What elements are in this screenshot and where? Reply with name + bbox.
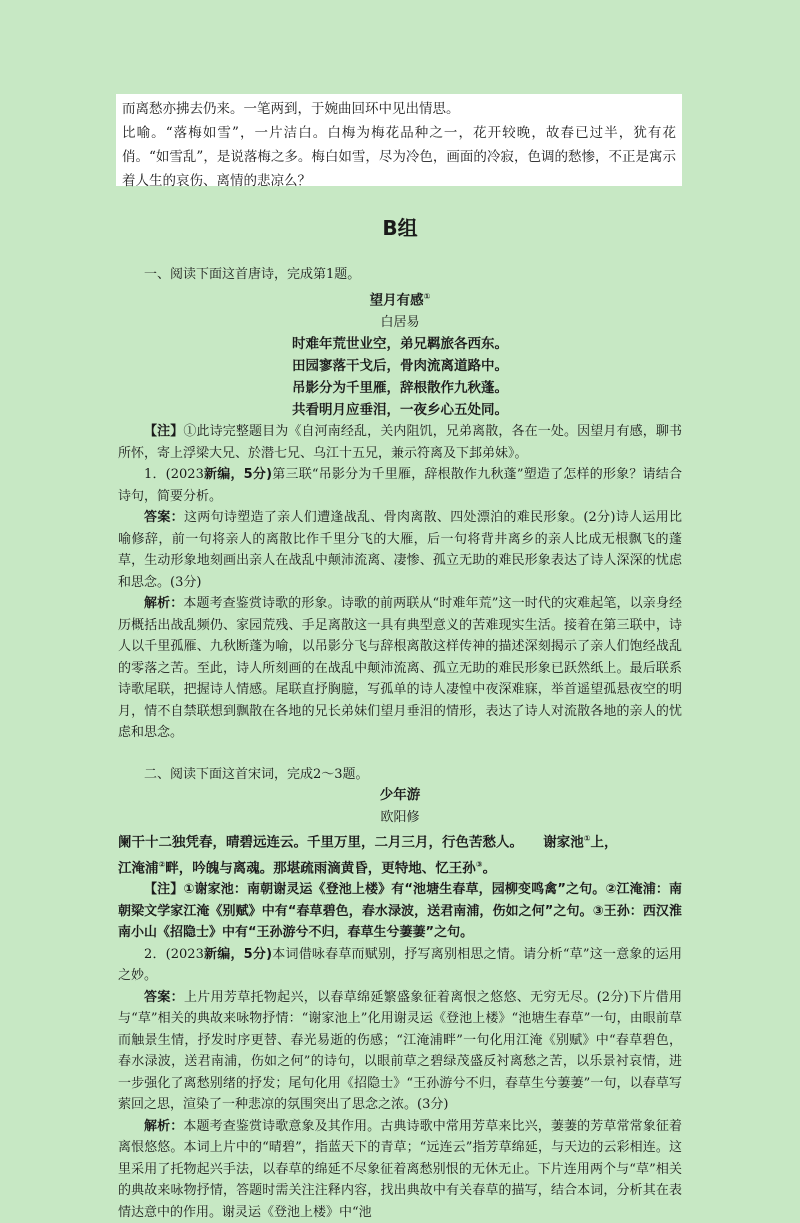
question-2: [118, 944, 682, 987]
answer-label: 答案：: [144, 990, 184, 1005]
answer-label: 答案：: [144, 510, 184, 525]
poem2-line: [118, 828, 682, 854]
main-content: [118, 264, 682, 1223]
question-number: 1．(2023: [144, 467, 204, 482]
snippet-line: 而离愁亦拂去仍来。一笔两到，于婉曲回环中见出情思。: [122, 97, 676, 121]
question-1: [118, 464, 682, 507]
poem2-note-ref: ③: [476, 860, 483, 869]
poem1-title-text: 望月有感: [370, 292, 424, 308]
section1-heading: 一、阅读下面这首唐诗，完成第1题。: [118, 264, 682, 286]
analysis-1: [118, 593, 682, 744]
poem2-line-text: 江淹浦: [118, 860, 159, 876]
poem2-note-ref: ①: [584, 834, 591, 843]
poem2-author: 欧阳修: [118, 807, 682, 829]
poem1-line: 时难年荒世业空，弟兄羁旅各西东。: [118, 333, 682, 355]
poem1-title: [118, 286, 682, 312]
snippet-paragraph: 比喻。“落梅如雪”，一片洁白。白梅为梅花品种之一，花开较晚，故春已过半，犹有花俏。“如雪乱”，是说落梅之多。梅白如雪，尽为冷色，画面的冷寂，色调的愁惨，不正是寓示着人生的哀伤、离情的悲凉么？: [122, 121, 676, 193]
note-label: 【注】: [144, 424, 183, 439]
poem2-line-text: 阑干十二独凭春，晴碧远连云。千里万里，二月三月，行色苦愁人。 谢家池: [118, 835, 584, 851]
poem2-note-ref: ②: [159, 860, 166, 869]
analysis-label: 解析：: [144, 1119, 183, 1134]
analysis-text: 本题考查鉴赏诗歌的形象。诗歌的前两联从“时难年荒”这一时代的灾难起笔，以亲身经历概括出战乱频仍、家园荒残、手足离散这一具有典型意义的苦难现实生活。接着在第三联中，诗人以千里孤雁、九秋断蓬为喻，以吊影分飞与辞根离散这样传神的描述深刻揭示了亲人们饱经战乱的零落之苦。至此，诗人所刻画的在战乱中颠沛流离、孤立无助的难民形象已跃然纸上。最后联系诗歌尾联，把握诗人情感。尾联直抒胸臆，写孤单的诗人凄惶中夜深难寐，举首遥望孤悬夜空的明月，情不自禁联想到飘散在各地的兄长弟妹们望月垂泪的情形，表达了诗人对流散各地的亲人的忧虑和思念。: [118, 596, 682, 740]
poem2-line-text: 上，: [591, 835, 618, 851]
note-label: 【注】: [144, 882, 183, 897]
note-text: ①此诗完整题目为《自河南经乱，关内阻饥，兄弟离散，各在一处。因望月有感，聊书所怀，寄上浮梁大兄、於潜七兄、乌江十五兄，兼示符离及下邽弟妹》。: [118, 424, 682, 461]
section2-heading: 二、阅读下面这首宋词，完成2～3题。: [118, 764, 682, 786]
group-title: B组: [0, 212, 800, 241]
poem2-line-text: 。: [483, 860, 497, 876]
answer-text: 这两句诗塑造了亲人们遭逢战乱、骨肉离散、四处漂泊的难民形象。(2分)诗人运用比喻修辞，前一句将亲人的离散比作千里分飞的大雁，后一句将背井离乡的亲人比成无根飘飞的蓬草，生动形象地刻画出亲人在战乱中颠沛流离、凄惨、孤立无助的难民形象表达了诗人深深的忧虑和思念。(3分): [118, 510, 682, 590]
poem2-note: [118, 879, 682, 944]
question-number: 2．(2023: [144, 947, 204, 962]
poem2-title: 少年游: [118, 785, 682, 807]
question-tag: 新编，5分): [204, 467, 272, 482]
poem1-line: 共看明月应垂泪，一夜乡心五处同。: [118, 399, 682, 421]
question-text: 第三联“吊影分为千里雁，辞根散作九秋蓬”塑造了怎样的形象？请结合诗句，简要分析。: [118, 467, 682, 504]
note-text: ①谢家池：南朝谢灵运《登池上楼》有“池塘生春草，园柳变鸣禽”之句。②江淹浦：南朝梁文学家江淹《别赋》中有“春草碧色，春水渌波，送君南浦，伤如之何”之句。③王孙：西汉淮南小山《招隐士》中有“王孙游兮不归，春草生兮萋萋”之句。: [118, 882, 682, 940]
question-tag: 新编，5分): [204, 947, 272, 962]
poem1-line: 田园寥落干戈后，骨肉流离道路中。: [118, 355, 682, 377]
poem2-line: [118, 854, 682, 880]
poem1-title-note: ①: [424, 292, 431, 301]
previous-answer-snippet: [116, 94, 682, 186]
poem1-note: [118, 421, 682, 464]
analysis-text: 本题考查鉴赏诗歌意象及其作用。古典诗歌中常用芳草来比兴，萋萋的芳草常常象征着离恨悠悠。本词上片中的“晴碧”，指蓝天下的青草；“远连云”指芳草绵延，与天边的云彩相连。这里采用了托物起兴手法，以春草的绵延不尽象征着离愁别恨的无休无止。下片连用两个与“草”相关的典故来咏物抒情，答题时需关注注释内容，找出典故中有关春草的描写，结合本词，分析其在表情达意中的作用。谢灵运《登池上楼》中“池: [118, 1119, 682, 1220]
answer-2: [118, 987, 682, 1116]
answer-1: [118, 507, 682, 593]
poem1-author: 白居易: [118, 312, 682, 334]
poem1-line: 吊影分为千里雁，辞根散作九秋蓬。: [118, 377, 682, 399]
question-text: 本词借咏春草而赋别，抒写离别相思之情。请分析“草”这一意象的运用之妙。: [118, 947, 682, 984]
analysis-label: 解析：: [144, 596, 183, 611]
poem2-line-text: 畔，吟魄与离魂。那堪疏雨滴黄昏，更特地、忆王孙: [165, 860, 476, 876]
answer-text: 上片用芳草托物起兴，以春草绵延繁盛象征着离恨之悠悠、无穷无尽。(2分)下片借用与“草”相关的典故来咏物抒情：“谢家池上”化用谢灵运《登池上楼》“池塘生春草”一句，由眼前草而触景生情，抒发时序更替、春光易逝的伤感；“江淹浦畔”一句化用江淹《别赋》中“春草碧色，春水渌波，送君南浦，伤如之何”的诗句，以眼前草之碧绿茂盛反衬离愁之苦，以乐景衬哀情，进一步强化了离愁别绪的抒发；尾句化用《招隐士》“王孙游兮不归，春草生兮萋萋”一句，以春草写萦回之思，渲染了一种悲凉的氛围突出了思念之浓。(3分): [118, 990, 682, 1113]
